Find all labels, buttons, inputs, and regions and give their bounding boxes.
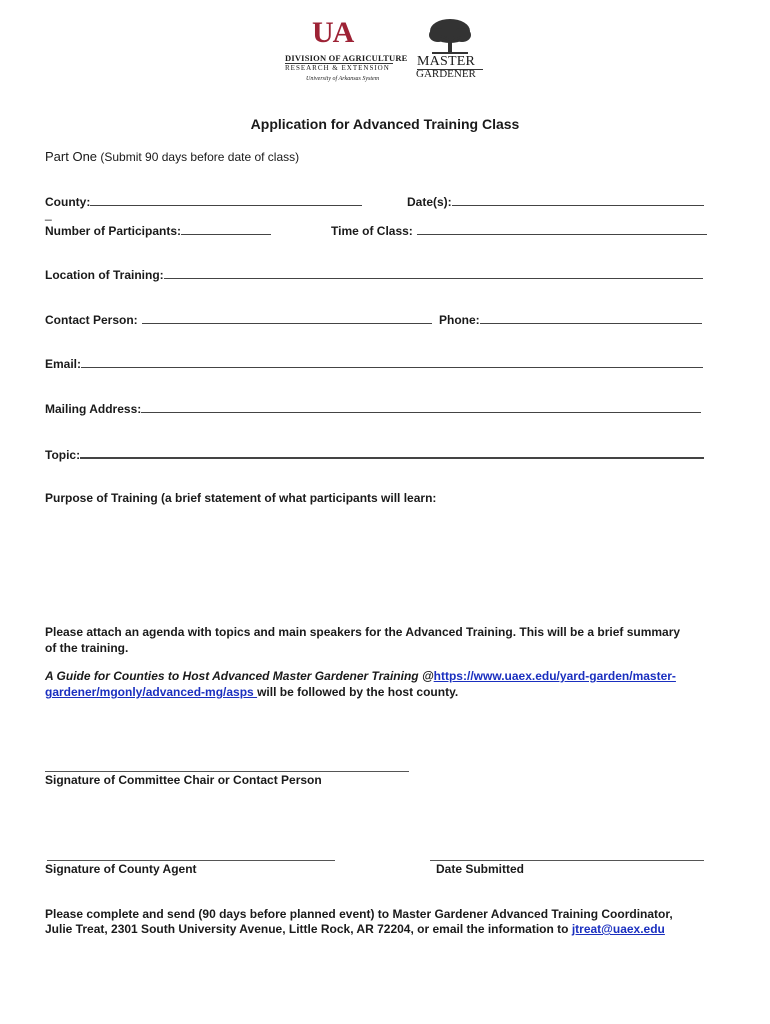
- contact-field[interactable]: [45, 312, 432, 327]
- coordinator-email-link[interactable]: jtreat@uaex.edu: [571, 922, 665, 936]
- dates-line[interactable]: [452, 194, 704, 206]
- topic-field[interactable]: [45, 446, 704, 462]
- participants-label: Number of Participants:: [45, 224, 182, 238]
- purpose-answer-area[interactable]: [45, 510, 709, 610]
- dates-field[interactable]: [407, 194, 704, 209]
- page-title: Application for Advanced Training Class: [250, 116, 520, 132]
- date-submitted-line[interactable]: [430, 860, 704, 861]
- part-one-note: (Submit 90 days before date of class): [100, 150, 300, 164]
- mailing-address-field[interactable]: [45, 401, 701, 416]
- ua-research-text: RESEARCH & EXTENSION: [285, 64, 390, 72]
- county-field[interactable]: [45, 194, 362, 209]
- closing-address-text: Julie Treat, 2301 South University Avenue, Little Rock, AR 72204, or email the information to: [45, 922, 572, 936]
- contact-line[interactable]: [142, 312, 432, 324]
- participants-field[interactable]: [45, 223, 271, 238]
- part-one-label: Part One: [45, 149, 98, 164]
- topic-line[interactable]: [80, 446, 704, 459]
- agent-signature-line[interactable]: [47, 860, 335, 861]
- mailing-address-line[interactable]: [141, 401, 701, 413]
- location-label: Location of Training:: [45, 268, 164, 282]
- phone-field[interactable]: [439, 312, 702, 327]
- closing-line-2: [45, 922, 665, 936]
- participants-line[interactable]: [181, 223, 271, 235]
- date-submitted-label: Date Submitted: [436, 862, 525, 876]
- guide-tail-text: will be followed by the host county.: [257, 685, 459, 699]
- location-field[interactable]: [45, 267, 703, 282]
- time-label: Time of Class:: [331, 224, 413, 238]
- time-field[interactable]: [331, 223, 707, 238]
- ua-university-text: University of Arkansas System: [306, 76, 380, 82]
- part-one-heading: [45, 149, 299, 164]
- chair-signature-line[interactable]: [45, 771, 409, 772]
- phone-label: Phone:: [439, 313, 480, 327]
- guide-italic-text: A Guide for Counties to Host Advanced Master Gardener Training @: [45, 669, 434, 683]
- gardener-text: GARDENER: [416, 68, 476, 80]
- contact-label: Contact Person:: [45, 313, 138, 327]
- master-gardener-text: MASTER: [417, 54, 475, 69]
- guide-link-part-1[interactable]: https://www.uaex.edu/yard-garden/master-: [433, 669, 676, 683]
- agenda-line-2: of the training.: [45, 641, 129, 655]
- guide-line-1: [45, 669, 676, 683]
- county-label: County:: [45, 195, 91, 209]
- email-line[interactable]: [81, 356, 703, 368]
- ua-division-text: DIVISION OF AGRICULTURE: [285, 53, 408, 63]
- purpose-label: Purpose of Training (a brief statement of what participants will learn:: [45, 491, 437, 505]
- agent-signature-label: Signature of County Agent: [45, 862, 197, 876]
- time-line[interactable]: [417, 223, 707, 235]
- guide-link-part-2[interactable]: gardener/mgonly/advanced-mg/asps: [45, 685, 258, 699]
- oak-tree-icon: [428, 18, 472, 56]
- stray-underscore: _: [45, 207, 52, 221]
- email-label: Email:: [45, 357, 82, 371]
- topic-label: Topic:: [45, 448, 81, 462]
- agenda-line-1: Please attach an agenda with topics and main speakers for the Advanced Training. This will be a brief summary: [45, 625, 681, 639]
- mailing-address-label: Mailing Address:: [45, 402, 142, 416]
- chair-signature-label: Signature of Committee Chair or Contact Person: [45, 773, 322, 787]
- guide-line-2: [45, 685, 458, 699]
- email-field[interactable]: [45, 356, 703, 371]
- closing-line-1: Please complete and send (90 days before planned event) to Master Gardener Advanced Training Coordinator,: [45, 907, 673, 921]
- dates-label: Date(s):: [407, 195, 452, 209]
- ua-logo-mark: UA: [312, 16, 354, 49]
- phone-line[interactable]: [480, 312, 702, 324]
- county-line[interactable]: [90, 194, 362, 206]
- location-line[interactable]: [164, 267, 703, 279]
